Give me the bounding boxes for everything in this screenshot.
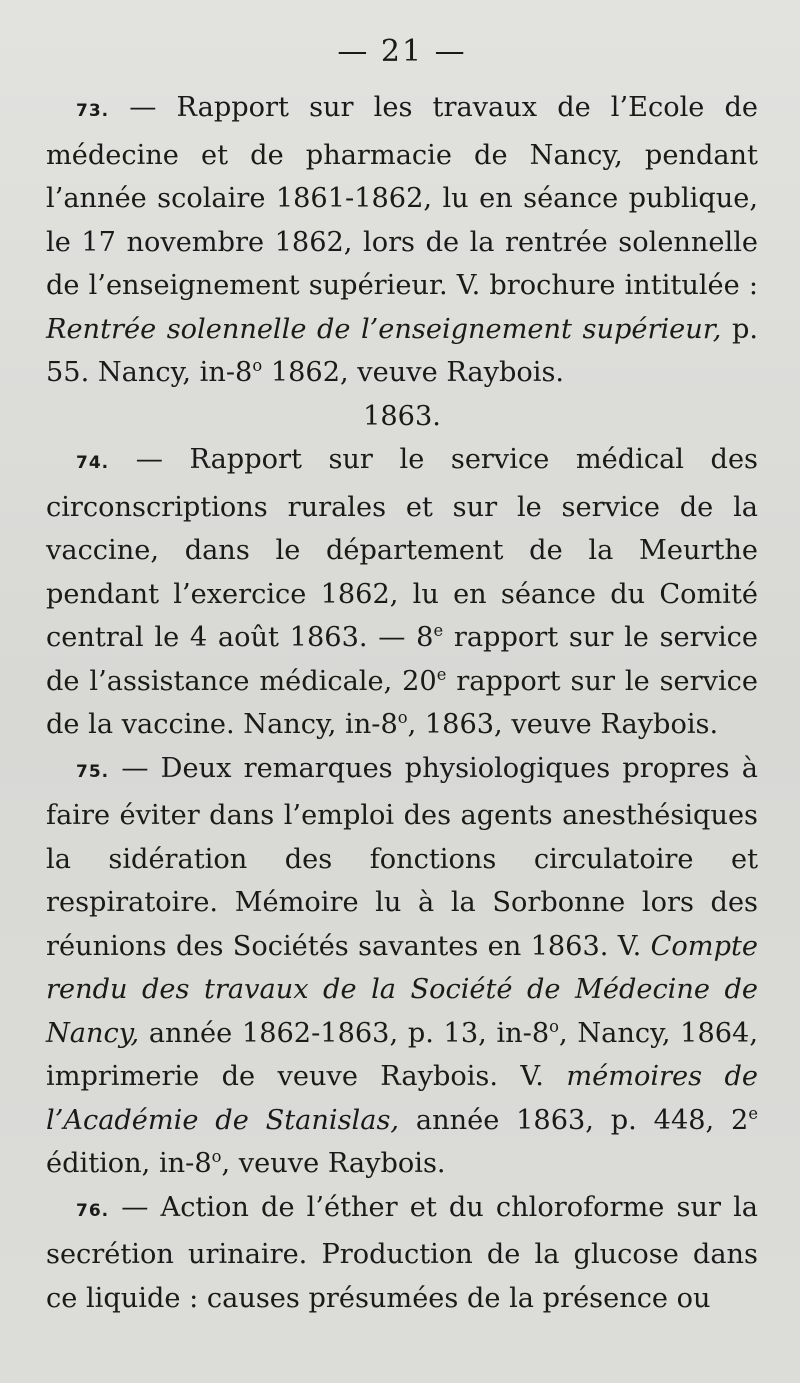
bibliography-entry: [46, 438, 758, 747]
ordinal-superscript: e: [433, 620, 444, 640]
bibliography-entry: [46, 747, 758, 1186]
entry-text: rapport sur le service de l’assistance médicale, 20: [46, 622, 758, 697]
entry-title-italic: Rentrée solennelle de l’enseignement supérieur,: [46, 313, 722, 345]
ordinal-superscript: e: [748, 1103, 758, 1123]
entry-text: année 1862-1863, p. 13, in-8: [139, 1017, 550, 1049]
entry-text: — Rapport sur les travaux de l’Ecole de médecine et de pharmacie de Nancy, pendant l’année scolaire 1861-1862, lu en séance publique, le 17 novembre 1862, lors de la rentrée solennelle de l’enseignement supérieur. V. brochure intitulée :: [46, 92, 758, 301]
bibliography-entry: [46, 86, 758, 395]
entry-text: édition, in-8: [46, 1148, 212, 1179]
entry-number: 76.: [76, 1200, 110, 1221]
year-heading: 1863.: [363, 400, 441, 432]
ordinal-superscript: e: [436, 664, 447, 684]
entry-title-italic: mémoires de l’Académie de Stanislas,: [46, 1061, 758, 1136]
ordinal-superscript: o: [252, 355, 263, 375]
entry-title-italic: Compte rendu des travaux de la Société de Médecine de Nancy,: [46, 930, 758, 1049]
entry-text: — Rapport sur le service médical des circonscriptions rurales et sur le service de la vaccine, dans le département de la Meurthe pendant l’exercice 1862, lu en séance du Comité central le 4 août 1863. — 8: [46, 444, 758, 653]
entry-text: année 1863, p. 448, 2: [399, 1104, 749, 1136]
entry-text: — Action de l’éther et du chloroforme sur la secrétion urinaire. Production de la glucose dans ce liquide : causes présumées de la présence ou: [46, 1191, 758, 1314]
ordinal-superscript: o: [211, 1146, 222, 1166]
entry-text: p. 55. Nancy, in-8: [46, 313, 758, 388]
ordinal-superscript: o: [397, 707, 408, 727]
bibliography-entry: [46, 1186, 758, 1321]
entry-text: , veuve Raybois.: [221, 1148, 446, 1179]
entry-number: 74.: [76, 453, 110, 473]
ordinal-superscript: o: [549, 1016, 559, 1036]
page-number: — 21 —: [337, 34, 467, 69]
entry-text: , Nancy, 1864, imprimerie de veuve Raybois. V.: [46, 1017, 758, 1092]
entry-text: , 1863, veuve Raybois.: [407, 709, 719, 740]
bibliography-entries: [46, 86, 758, 1320]
entry-text: — Deux remarques physiologiques propres à faire éviter dans l’emploi des agents anesthésiques la sidération des fonctions circulatoire et respiratoire. Mémoire lu à la Sorbonne lors des réunions des Sociétés savantes en 1863. V.: [46, 752, 758, 962]
entry-number: 73.: [76, 101, 110, 121]
entry-text: 1862, veuve Raybois.: [262, 357, 565, 388]
entry-number: 75.: [76, 761, 110, 782]
entry-text: rapport sur le service de la vaccine. Nancy, in-8: [46, 665, 759, 740]
